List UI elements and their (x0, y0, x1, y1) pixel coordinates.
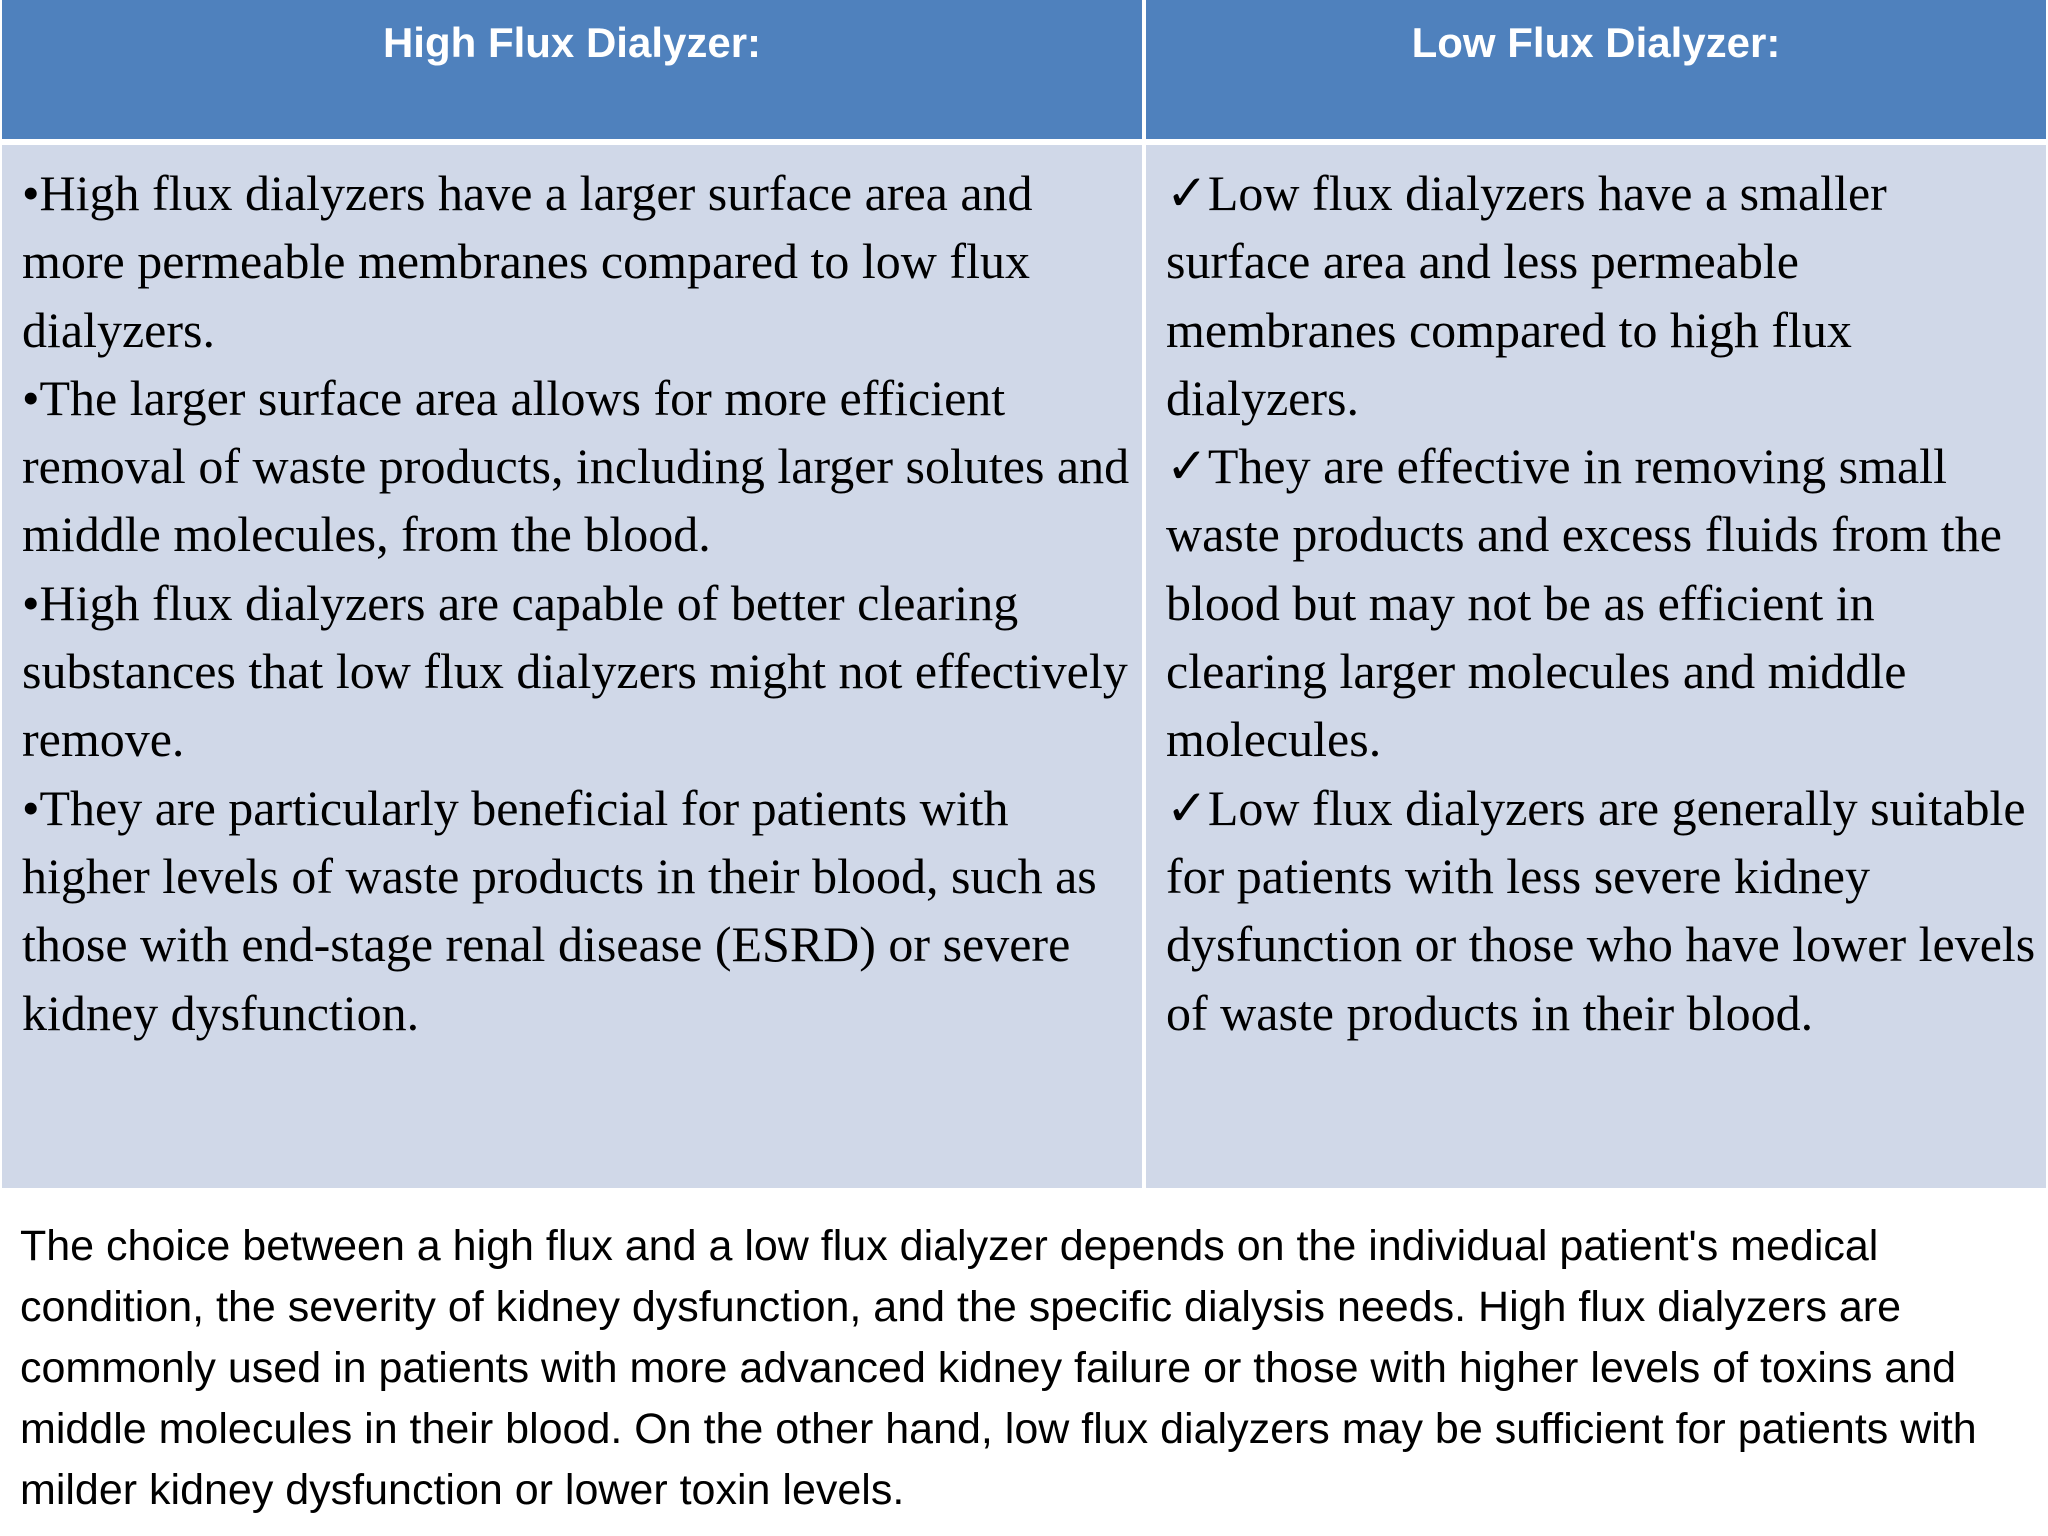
high-flux-header: High Flux Dialyzer: (2, 0, 1142, 139)
summary-paragraph: The choice between a high flux and a low flux dialyzer depends on the individual patient's medical condition, the severity of kidney dysfunction, and the specific dialysis needs. High flux dialyzers are commonly used in patients with more advanced kidney failure or those with higher levels of toxins and middle molecules in their blood. On the other hand, low flux dialyzers may be sufficient for patients with milder kidney dysfunction or lower toxin levels. (20, 1222, 1977, 1514)
high-flux-point: •High flux dialyzers have a larger surface area and more permeable membranes compared to low flux dialyzers. (22, 165, 1033, 358)
low-flux-point: ✓They are effective in removing small waste products and excess fluids from the blood but may not be as efficient in clearing larger molecules and middle molecules. (1166, 438, 2002, 768)
high-flux-point: •They are particularly beneficial for patients with higher levels of waste products in their blood, such as those with end-stage renal disease (ESRD) or severe kidney dysfunction. (22, 779, 1097, 1041)
high-flux-point: •High flux dialyzers are capable of better clearing substances that low flux dialyzers might not effectively remove. (22, 574, 1128, 768)
low-flux-header: Low Flux Dialyzer: (1146, 0, 2046, 139)
high-flux-cell (2, 145, 1142, 1188)
low-flux-cell (1146, 145, 2046, 1188)
low-flux-point: ✓Low flux dialyzers are generally suitable for patients with less severe kidney dysfunction or those who have lower levels of waste products in their blood. (1166, 779, 2036, 1041)
high-flux-point: •The larger surface area allows for more efficient removal of waste products, including larger solutes and middle molecules, from the blood. (22, 369, 1130, 563)
low-flux-point: ✓Low flux dialyzers have a smaller surface area and less permeable membranes compared to high flux dialyzers. (1166, 165, 1887, 426)
